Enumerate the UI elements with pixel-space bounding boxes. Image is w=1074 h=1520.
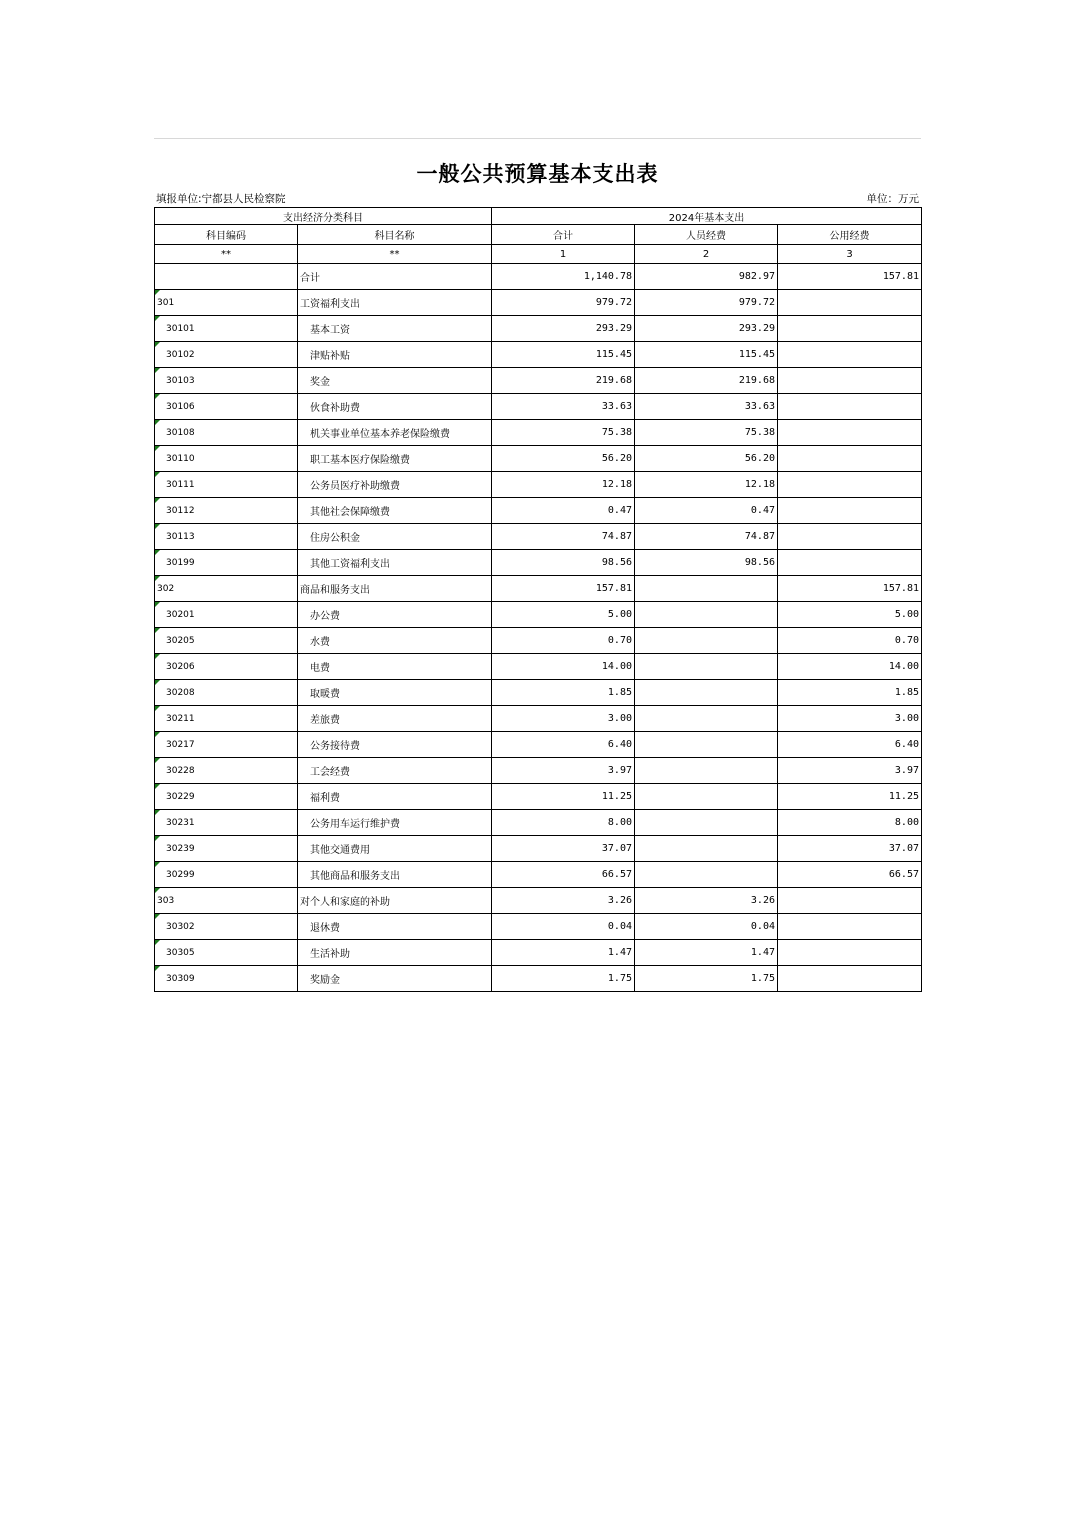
row-name: 其他社会保障缴费 [298,498,492,524]
row-name: 公务用车运行维护费 [298,810,492,836]
row-code: 301 [155,290,298,316]
table-row [155,394,922,420]
index-code: ** [155,245,298,264]
row-total: 5.00 [492,602,635,628]
row-code: 30309 [155,966,298,992]
budget-sheet [154,138,921,992]
row-personnel [635,602,778,628]
row-public [778,472,922,498]
row-code: 30201 [155,602,298,628]
row-personnel: 0.47 [635,498,778,524]
row-public [778,498,922,524]
row-public [778,290,922,316]
row-name: 商品和服务支出 [298,576,492,602]
row-total: 33.63 [492,394,635,420]
row-personnel: 12.18 [635,472,778,498]
row-public [778,966,922,992]
table-row [155,602,922,628]
row-public [778,940,922,966]
row-name: 工资福利支出 [298,290,492,316]
table-body [155,264,922,992]
row-code: 30228 [155,758,298,784]
header-public: 公用经费 [778,225,922,245]
row-public: 11.25 [778,784,922,810]
row-name: 其他商品和服务支出 [298,862,492,888]
row-public [778,888,922,914]
row-code: 30229 [155,784,298,810]
row-name: 其他工资福利支出 [298,550,492,576]
row-name: 办公费 [298,602,492,628]
row-code: 30239 [155,836,298,862]
table-row [155,706,922,732]
table-row [155,654,922,680]
row-total: 3.00 [492,706,635,732]
row-code: 30299 [155,862,298,888]
row-code: 30108 [155,420,298,446]
header-group-basic-expenditure: 2024年基本支出 [492,208,922,225]
row-personnel: 98.56 [635,550,778,576]
row-public [778,316,922,342]
row-code: 30110 [155,446,298,472]
row-public: 3.00 [778,706,922,732]
row-name: 福利费 [298,784,492,810]
report-meta [154,189,921,207]
row-code: 30112 [155,498,298,524]
row-code: 30113 [155,524,298,550]
table-row [155,290,922,316]
row-personnel [635,810,778,836]
row-total: 56.20 [492,446,635,472]
row-code: 30205 [155,628,298,654]
row-personnel [635,628,778,654]
row-total: 1.75 [492,966,635,992]
row-public: 157.81 [778,264,922,290]
row-public: 0.70 [778,628,922,654]
row-public [778,342,922,368]
row-code: 30199 [155,550,298,576]
row-code: 30305 [155,940,298,966]
index-public: 3 [778,245,922,264]
table-row [155,628,922,654]
row-total: 37.07 [492,836,635,862]
row-name: 退休费 [298,914,492,940]
row-public: 5.00 [778,602,922,628]
row-personnel [635,706,778,732]
row-code: 30111 [155,472,298,498]
row-public: 8.00 [778,810,922,836]
row-total: 1.85 [492,680,635,706]
row-name: 生活补助 [298,940,492,966]
row-name: 电费 [298,654,492,680]
row-total: 98.56 [492,550,635,576]
row-total: 14.00 [492,654,635,680]
row-total: 6.40 [492,732,635,758]
row-name: 伙食补助费 [298,394,492,420]
row-personnel [635,758,778,784]
row-total: 0.47 [492,498,635,524]
row-public: 1.85 [778,680,922,706]
row-personnel: 115.45 [635,342,778,368]
row-personnel [635,680,778,706]
row-public: 6.40 [778,732,922,758]
row-public: 37.07 [778,836,922,862]
table-row [155,264,922,290]
row-personnel [635,862,778,888]
table-row [155,810,922,836]
row-total: 1,140.78 [492,264,635,290]
table-row [155,576,922,602]
table-row [155,446,922,472]
row-name: 公务员医疗补助缴费 [298,472,492,498]
row-name: 其他交通费用 [298,836,492,862]
row-name: 水费 [298,628,492,654]
header-personnel: 人员经费 [635,225,778,245]
row-public: 3.97 [778,758,922,784]
header-group-classification: 支出经济分类科目 [155,208,492,225]
row-personnel: 33.63 [635,394,778,420]
table-row [155,888,922,914]
row-code: 30101 [155,316,298,342]
row-code: 30217 [155,732,298,758]
row-code: 30211 [155,706,298,732]
row-personnel: 1.75 [635,966,778,992]
row-public [778,550,922,576]
row-personnel: 0.04 [635,914,778,940]
row-total: 12.18 [492,472,635,498]
row-total: 979.72 [492,290,635,316]
row-total: 74.87 [492,524,635,550]
row-total: 3.26 [492,888,635,914]
table-row [155,966,922,992]
row-code: 30102 [155,342,298,368]
header-name: 科目名称 [298,225,492,245]
row-name: 公务接待费 [298,732,492,758]
row-personnel: 219.68 [635,368,778,394]
row-total: 75.38 [492,420,635,446]
row-total: 3.97 [492,758,635,784]
row-name: 津贴补贴 [298,342,492,368]
table-row [155,498,922,524]
row-public [778,394,922,420]
table-row [155,784,922,810]
row-public [778,446,922,472]
row-personnel: 979.72 [635,290,778,316]
table-row [155,914,922,940]
row-total: 219.68 [492,368,635,394]
table-row [155,420,922,446]
row-total: 8.00 [492,810,635,836]
row-name: 基本工资 [298,316,492,342]
row-name: 对个人和家庭的补助 [298,888,492,914]
table-row [155,836,922,862]
row-total: 66.57 [492,862,635,888]
row-code: 303 [155,888,298,914]
row-code: 30302 [155,914,298,940]
row-personnel [635,836,778,862]
row-personnel [635,732,778,758]
unit-label: 单位：万元 [866,193,919,205]
row-name: 住房公积金 [298,524,492,550]
row-code: 30206 [155,654,298,680]
header-total: 合计 [492,225,635,245]
table-row [155,368,922,394]
row-public [778,914,922,940]
row-public [778,524,922,550]
row-name: 职工基本医疗保险缴费 [298,446,492,472]
index-personnel: 2 [635,245,778,264]
row-public: 66.57 [778,862,922,888]
row-public [778,420,922,446]
row-name: 取暖费 [298,680,492,706]
row-public [778,368,922,394]
row-personnel: 74.87 [635,524,778,550]
row-code: 30231 [155,810,298,836]
table-row [155,940,922,966]
table-row [155,472,922,498]
row-public: 14.00 [778,654,922,680]
table-row [155,550,922,576]
row-name: 工会经费 [298,758,492,784]
row-personnel [635,654,778,680]
row-code: 302 [155,576,298,602]
table-row [155,680,922,706]
row-personnel: 982.97 [635,264,778,290]
row-code: 30106 [155,394,298,420]
table-row [155,524,922,550]
row-personnel: 293.29 [635,316,778,342]
page-title: 一般公共预算基本支出表 [416,161,659,186]
row-name: 奖金 [298,368,492,394]
reporting-unit: 填报单位:宁都县人民检察院 [156,193,286,205]
row-personnel: 1.47 [635,940,778,966]
row-code: 30208 [155,680,298,706]
header-code: 科目编码 [155,225,298,245]
row-personnel [635,576,778,602]
row-total: 293.29 [492,316,635,342]
table-row [155,316,922,342]
row-personnel: 56.20 [635,446,778,472]
row-personnel: 3.26 [635,888,778,914]
table-row [155,732,922,758]
row-name: 机关事业单位基本养老保险缴费 [298,420,492,446]
expenditure-table [154,207,922,992]
row-code: 30103 [155,368,298,394]
row-total: 157.81 [492,576,635,602]
row-total: 0.04 [492,914,635,940]
row-code [155,264,298,290]
row-personnel: 75.38 [635,420,778,446]
row-total: 1.47 [492,940,635,966]
row-total: 115.45 [492,342,635,368]
table-row [155,342,922,368]
row-personnel [635,784,778,810]
index-total: 1 [492,245,635,264]
row-name: 合计 [298,264,492,290]
row-total: 0.70 [492,628,635,654]
table-row [155,758,922,784]
row-name: 差旅费 [298,706,492,732]
row-name: 奖励金 [298,966,492,992]
row-total: 11.25 [492,784,635,810]
row-public: 157.81 [778,576,922,602]
index-name: ** [298,245,492,264]
table-row [155,862,922,888]
